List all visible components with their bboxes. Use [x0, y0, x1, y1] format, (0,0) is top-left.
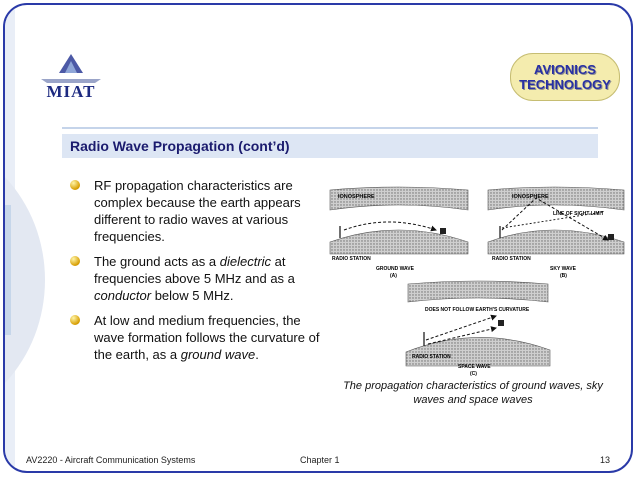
title-accent-line: [62, 127, 598, 129]
ground-wave-panel: [330, 187, 468, 279]
bullet-run-text: At low and medium frequencies, the wave formation follows the curvature of the earth, as a: [94, 313, 320, 362]
bullet-emphasis-text: dielectric: [219, 254, 272, 269]
bullet-icon: [70, 315, 80, 325]
bullet-text: [94, 253, 330, 304]
bullet-icon: [70, 180, 80, 190]
bullet-item: [70, 312, 330, 363]
bullet-item: [70, 177, 330, 245]
figure-caption: The propagation characteristics of ground waves, sky waves and space waves: [343, 380, 603, 406]
bullet-run-text: The ground acts as a: [94, 254, 220, 269]
avionics-technology-badge: [510, 53, 620, 101]
bullet-text: [94, 177, 330, 245]
receiver-icon: [608, 234, 614, 240]
panel-a-tag: (A): [390, 273, 397, 279]
space-wave-panel: [406, 281, 550, 377]
badge-line-2: TECHNOLOGY: [519, 77, 611, 92]
radio-station-label: RADIO STATION: [412, 354, 451, 360]
radio-station-label: RADIO STATION: [492, 256, 531, 262]
bullet-list: [70, 177, 330, 371]
earth-surface: [406, 337, 550, 366]
propagation-figure: [328, 180, 628, 410]
curvature-note-label: DOES NOT FOLLOW EARTH'S CURVATURE: [425, 307, 530, 313]
ionosphere-label: IONOSPHERE: [512, 194, 549, 200]
bullet-run-text: .: [255, 347, 259, 362]
sky-wave-panel: [488, 187, 624, 279]
footer-page-number: 13: [600, 455, 611, 465]
earth-surface: [330, 230, 468, 254]
bullet-emphasis-text: conductor: [94, 288, 152, 303]
line-of-sight-label: LINE OF SIGHT LIMIT: [553, 211, 604, 217]
ground-wave-path: [344, 222, 436, 230]
sky-wave-label: SKY WAVE: [550, 266, 576, 272]
bullet-item: [70, 253, 330, 304]
bullet-run-text: RF propagation characteristics are complex because the earth appears different to radio waves at various frequencies.: [94, 178, 301, 244]
ionosphere-label: IONOSPHERE: [338, 194, 375, 200]
panel-c-tag: (C): [470, 371, 477, 377]
ground-wave-label: GROUND WAVE: [376, 266, 414, 272]
sky-band: [408, 281, 548, 302]
bullet-icon: [70, 256, 80, 266]
space-wave-label: SPACE WAVE: [458, 364, 491, 370]
miat-logo: [25, 53, 117, 101]
footer-course: AV2220 - Aircraft Communication Systems: [26, 455, 196, 465]
radio-station-label: RADIO STATION: [332, 256, 371, 262]
footer-chapter: Chapter 1: [300, 455, 340, 465]
space-wave-path: [426, 316, 496, 340]
bullet-run-text: below 5 MHz.: [151, 288, 234, 303]
receiver-icon: [440, 228, 446, 234]
badge-line-1: AVIONICS: [534, 62, 596, 77]
receiver-icon: [498, 320, 504, 326]
slide-title: Radio Wave Propagation (cont’d): [70, 138, 290, 154]
logo-text: MIAT: [46, 82, 96, 101]
bullet-text: [94, 312, 330, 363]
left-strip-decoration: [5, 205, 11, 335]
panel-b-tag: (B): [560, 273, 567, 279]
bullet-emphasis-text: ground wave: [180, 347, 256, 362]
earth-surface: [488, 230, 624, 254]
ionosphere-band: [488, 187, 624, 210]
bullet-run-text: at frequencies above 5 MHz and as a: [94, 254, 295, 286]
